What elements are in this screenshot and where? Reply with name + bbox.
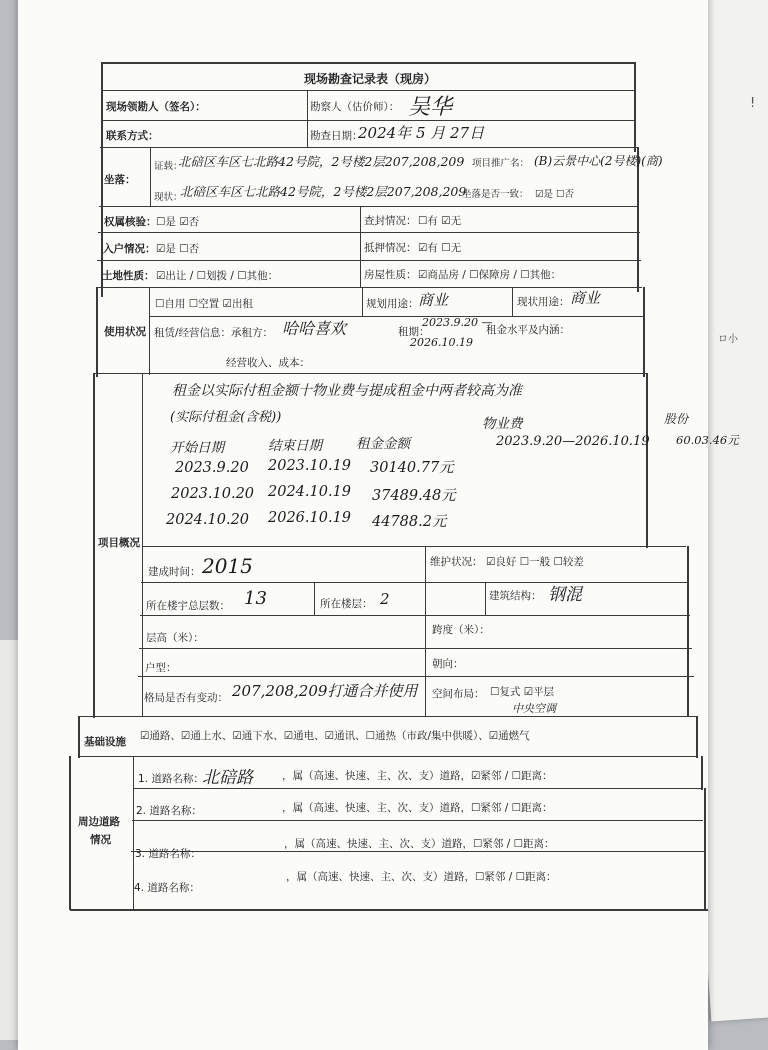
cert-label: 证载： (154, 161, 183, 172)
col-start-date: 开始日期 (170, 440, 224, 456)
rent-row-1-amount: 30140.77元 (370, 460, 454, 476)
current-label: 现状： (154, 192, 183, 203)
cert-address-value: 北碚区车区七北路42号院，2号楼2层207,208,209 (178, 154, 465, 169)
layout-change-label: 格局是否有变动： (144, 692, 228, 704)
access-label: 入户情况： (103, 243, 156, 255)
rent-row-1-end: 2023.10.19 (268, 458, 352, 474)
floor-height-label: 层高（米）： (146, 632, 204, 644)
maintenance-label: 维护状况： (430, 556, 483, 568)
layout-change-value: 207,208,209打通合并使用 (232, 682, 418, 700)
seal-checkboxes[interactable]: ☐有 ☑无 (418, 215, 462, 227)
lease-term-start: 2023.9.20 — (422, 316, 493, 329)
infrastructure-label: 基础设施 (84, 736, 126, 748)
land-nature-label: 土地性质： (102, 270, 155, 282)
surveyor-label: 勘察人（估价师）： (310, 101, 400, 113)
structure-value: 钢混 (548, 585, 582, 605)
roads-label-line-2: 情况 (90, 834, 111, 846)
road-3-name-label: 3. 道路名称： (135, 848, 201, 860)
use-checkboxes[interactable]: ☐自用 ☐空置 ☑出租 (155, 298, 253, 310)
road-3-details: ，属（高速、快速、主、次、支）道路，☐紧邻 / ☐距离： (284, 838, 555, 850)
rent-row-2-end: 2024.10.19 (268, 484, 352, 500)
maintenance-checkboxes[interactable]: ☑良好 ☐一般 ☐较差 (486, 556, 584, 568)
mortgage-checkboxes[interactable]: ☑有 ☐无 (418, 242, 462, 254)
consistent-checkboxes[interactable]: ☑是 ☐否 (535, 189, 575, 200)
rent-rule-note-2: (实际付租金(含税)) (170, 410, 282, 425)
survey-date-value: 2024年 5 月 27日 (358, 124, 485, 142)
current-use-label: 现状用途： (517, 296, 570, 308)
project-overview-label: 项目概况 (98, 537, 140, 549)
access-checkboxes[interactable]: ☑是 ☐否 (156, 243, 200, 255)
side-note-label: 股份 (664, 412, 689, 426)
leader-label: 现场领勘人（签名）： (106, 101, 206, 113)
floor-label: 所在楼层： (320, 598, 373, 610)
orientation-label: 朝向： (432, 658, 464, 670)
consistent-label: 坐落是否一致： (462, 189, 529, 200)
side-note-value: 60.03.46元 (676, 433, 739, 447)
planned-use-value: 商业 (418, 291, 449, 309)
lease-info-label: 租赁/经营信息：承租方： (154, 327, 274, 339)
built-time-label: 建成时间： (148, 566, 201, 578)
mortgage-label: 抵押情况： (364, 242, 417, 254)
rent-row-3-start: 2024.10.20 (166, 512, 250, 528)
lease-term-label: 租期： (398, 326, 430, 338)
total-floors-value: 13 (244, 588, 267, 609)
infrastructure-checkboxes[interactable]: ☑通路、☑通上水、☑通下水、☑通电、☑通讯、☐通热（市政/集中供暖）、☑通燃气 (140, 730, 530, 742)
structure-label: 建筑结构： (489, 590, 542, 602)
use-status-label: 使用状况 (104, 326, 146, 338)
total-floors-label: 所在楼宇总层数： (146, 600, 230, 612)
promo-name-value: (B)云景中心(2号楼)(商) (534, 154, 663, 168)
ownership-checkboxes[interactable]: ☐是 ☑否 (156, 216, 200, 228)
seal-label: 查封情况： (364, 215, 417, 227)
road-4-name-label: 4. 道路名称： (134, 882, 200, 894)
location-label: 坐落： (104, 174, 136, 186)
planned-use-label: 规划用途： (366, 298, 419, 310)
road-1-name-label: 1. 道路名称： (138, 773, 204, 785)
roads-label-line-1: 周边道路 (78, 816, 120, 828)
house-nature-label: 房屋性质： (364, 269, 417, 281)
span-label: 跨度（米）： (432, 624, 490, 636)
income-cost-label: 经营收入、成本： (226, 357, 310, 369)
surveyor-signature: 吴华 (408, 95, 453, 120)
contact-label: 联系方式： (106, 130, 159, 142)
road-4-details: ，属（高速、快速、主、次、支）道路，☐紧邻 / ☐距离： (286, 871, 557, 883)
rent-rule-note: 租金以实际付租金额十物业费与提成租金中两者较高为准 (172, 383, 522, 399)
background-mark-right: ! (750, 96, 756, 111)
space-layout-label: 空间布局： (432, 688, 485, 700)
rent-row-2-amount: 37489.48元 (372, 488, 456, 504)
col-rent-amount: 租金金额 (356, 436, 410, 452)
rent-row-2-start: 2023.10.20 (171, 486, 255, 502)
background-text-right: ロ小 (718, 334, 738, 345)
built-time-value: 2015 (202, 554, 253, 578)
floor-value: 2 (380, 590, 390, 608)
lessee-value: 哈哈喜欢 (282, 319, 347, 338)
rent-row-3-amount: 44788.2元 (372, 514, 447, 530)
rent-level-label: 租金水平及内涵： (486, 324, 570, 336)
survey-date-label: 勘查日期： (310, 130, 363, 142)
space-layout-checkboxes[interactable]: ☐复式 ☑平层 (490, 686, 555, 698)
property-fee-period: 2023.9.20—2026.10.19 (496, 434, 650, 449)
form-title: 现场勘查记录表（现房） (304, 72, 437, 86)
road-1-name-value: 北碚路 (202, 768, 253, 788)
col-property-fee: 物业费 (482, 416, 523, 432)
land-nature-checkboxes[interactable]: ☑出让 / ☐划拨 / ☐其他： (156, 270, 279, 282)
rent-row-1-start: 2023.9.20 (175, 460, 249, 476)
ownership-label: 权属核验： (104, 216, 157, 228)
current-use-value: 商业 (570, 289, 601, 307)
road-2-name-label: 2. 道路名称： (136, 805, 202, 817)
road-2-details: ，属（高速、快速、主、次、支）道路，☐紧邻 / ☐距离： (282, 802, 553, 814)
promo-name-label: 项目推广名： (472, 158, 530, 169)
lease-term-end: 2026.10.19 (410, 336, 473, 349)
road-1-details: ，属（高速、快速、主、次、支）道路，☑紧邻 / ☐距离： (282, 770, 553, 782)
unit-type-label: 户型： (145, 662, 177, 674)
col-end-date: 结束日期 (268, 438, 322, 454)
infrastructure-note: 中央空调 (512, 702, 556, 715)
current-address-value: 北碚区车区七北路42号院，2号楼2层207,208,209 (180, 184, 467, 199)
rent-row-3-end: 2026.10.19 (268, 510, 352, 526)
house-nature-checkboxes[interactable]: ☑商品房 / ☐保障房 / ☐其他： (418, 269, 562, 281)
